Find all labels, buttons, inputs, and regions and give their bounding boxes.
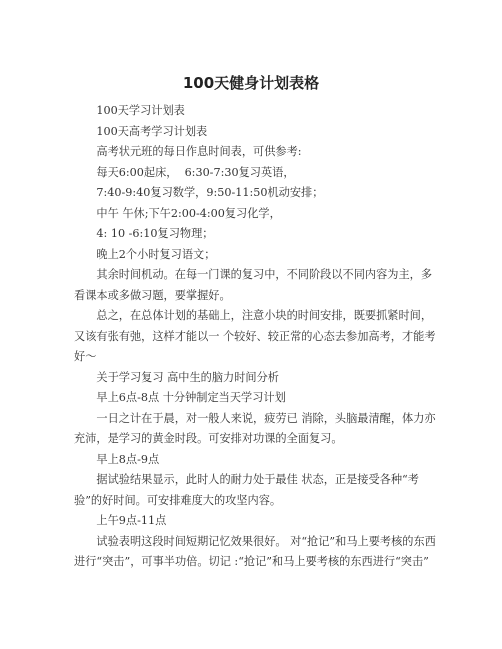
paragraph: 试验表明这段时间短期记忆效果很好。 对“抢记”和马上要考核的东西进行“突击”，可事半功倍。切记 :“抢记”和马上要考核的东西进行“突击” <box>74 534 436 568</box>
document-body <box>74 101 440 573</box>
paragraph: 7:40-9:40复习数学，9:50-11:50机动安排； <box>96 186 324 199</box>
paragraph: 高考状元班的每日作息时间表，可供参考: <box>96 145 302 158</box>
paragraph: 其余时间机动。在每一门课的复习中，不同阶段以不同内容为主，多看课本或多做习题，要掌握好。 <box>74 268 433 302</box>
paragraph: 100天学习计划表 <box>96 104 185 117</box>
paragraph: 每天6:00起床， 6:30-7:30复习英语， <box>96 165 295 179</box>
paragraph: 一日之计在于晨，对一般人来说，疲劳已 消除，头脑最清醒，体力亦充沛，是学习的黄金时段。可安排对功课的全面复习。 <box>74 411 436 445</box>
paragraph: 关于学习复习 高中生的脑力时间分析 <box>96 370 279 384</box>
paragraph: 100天高考学习计划表 <box>96 124 208 138</box>
paragraph: 早上6点-8点 十分钟制定当天学习计划 <box>96 391 286 404</box>
paragraph: 早上8点-9点 <box>96 452 160 466</box>
paragraph: 总之，在总体计划的基础上，注意小块的时间安排，既要抓紧时间，又该有张有弛，这样才能以一 个较好、较正常的心态去参加高考，才能考好～ <box>74 309 436 363</box>
document-title: 100天健身计划表格 <box>182 74 320 92</box>
paragraph: 据试验结果显示，此时人的耐力处于最佳 状态，正是接受各种“考验”的好时间。可安排难度大的攻坚内容。 <box>74 473 419 507</box>
paragraph: 上午9点-11点 <box>96 514 167 527</box>
paragraph: 中午 午休;下午2:00-4:00复习化学， <box>96 206 281 220</box>
paragraph: 晚上2个小时复习语文； <box>96 247 216 261</box>
paragraph: 4: 10 -6:10复习物理； <box>96 227 214 240</box>
